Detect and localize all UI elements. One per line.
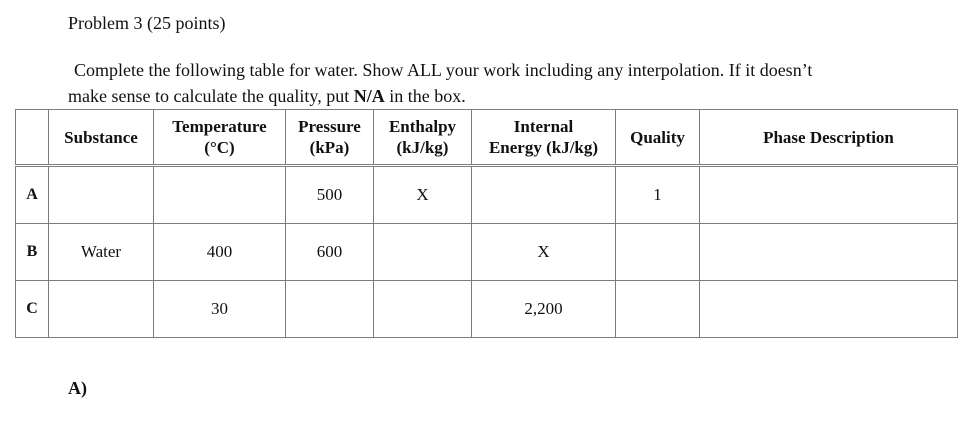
header-internal-energy: Internal Energy (kJ/kg) [472,110,616,166]
cell-phase-description[interactable] [700,224,958,281]
row-label: C [16,281,49,338]
cell-temperature[interactable]: 30 [154,281,286,338]
problem-instructions [68,57,938,109]
header-phase-description: Phase Description [700,110,958,166]
row-label: B [16,224,49,281]
cell-enthalpy[interactable] [374,281,472,338]
cell-phase-description[interactable] [700,166,958,224]
instructions-line-1: Complete the following table for water. Show ALL your work including any interpolation. If it doesn’t [74,60,813,80]
cell-phase-description[interactable] [700,281,958,338]
table-row-a [16,166,958,224]
cell-temperature[interactable]: 400 [154,224,286,281]
cell-quality[interactable] [616,281,700,338]
header-quality: Quality [616,110,700,166]
cell-substance[interactable] [49,166,154,224]
problem-title: Problem 3 (25 points) [68,13,226,33]
instructions-text-end: in the box. [384,86,466,106]
header-substance: Substance [49,110,154,166]
cell-enthalpy[interactable] [374,224,472,281]
instructions-line-2 [68,83,938,109]
header-temperature: Temperature (°C) [154,110,286,166]
cell-internal-energy[interactable]: 2,200 [472,281,616,338]
cell-pressure[interactable]: 500 [286,166,374,224]
na-emphasis: N/A [353,86,385,106]
cell-internal-energy[interactable]: X [472,224,616,281]
cell-pressure[interactable] [286,281,374,338]
cell-quality[interactable]: 1 [616,166,700,224]
cell-enthalpy[interactable]: X [374,166,472,224]
answer-part-label: A) [68,378,87,398]
header-row-label [16,110,49,166]
cell-substance[interactable] [49,281,154,338]
cell-pressure[interactable]: 600 [286,224,374,281]
table-row-b [16,224,958,281]
instructions-text: make sense to calculate the quality, put [68,86,354,106]
water-properties-table [15,109,958,338]
cell-quality[interactable] [616,224,700,281]
row-label: A [16,166,49,224]
header-enthalpy: Enthalpy (kJ/kg) [374,110,472,166]
header-pressure: Pressure (kPa) [286,110,374,166]
cell-internal-energy[interactable] [472,166,616,224]
table-row-c [16,281,958,338]
cell-substance[interactable]: Water [49,224,154,281]
table-header-row [16,110,958,166]
cell-temperature[interactable] [154,166,286,224]
